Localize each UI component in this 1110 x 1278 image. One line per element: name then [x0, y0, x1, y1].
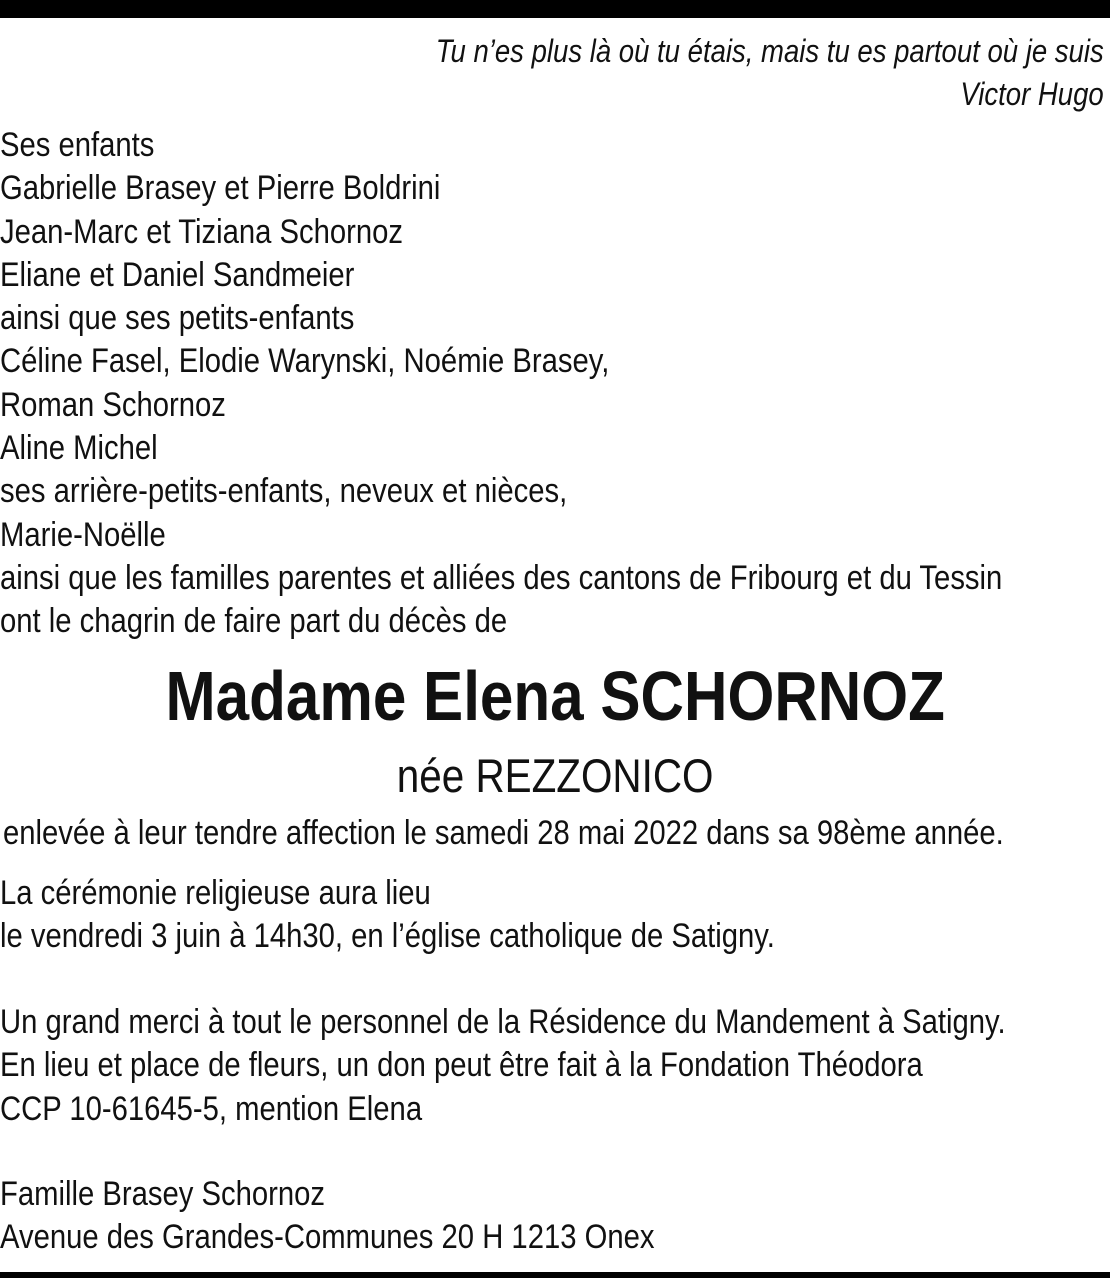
- family-line: Céline Fasel, Elodie Warynski, Noémie Brasey,: [0, 342, 610, 381]
- deceased-name: Madame Elena SCHORNOZ: [165, 657, 945, 735]
- epigraph-quote: [436, 30, 1104, 116]
- thanks-line: En lieu et place de fleurs, un don peut être fait à la Fondation Théodora: [0, 1046, 923, 1085]
- family-line: Eliane et Daniel Sandmeier: [0, 255, 355, 294]
- family-line: ainsi que les familles parentes et alliées des cantons de Fribourg et du Tessin: [0, 558, 1003, 597]
- family-line: Aline Michel: [0, 429, 158, 468]
- family-contact-address: [0, 1173, 655, 1260]
- family-line: ses arrière-petits-enfants, neveux et nièces,: [0, 472, 568, 511]
- death-notice-line: enlevée à leur tendre affection le samedi 28 mai 2022 dans sa 98ème année.: [3, 814, 1004, 852]
- family-line: ainsi que ses petits-enfants: [0, 299, 355, 338]
- thanks-line: Un grand merci à tout le personnel de la Résidence du Mandement à Satigny.: [0, 1003, 1006, 1041]
- family-line: Roman Schornoz: [0, 385, 226, 424]
- top-border-rule: [0, 0, 1110, 18]
- deceased-name-heading: [0, 650, 1110, 742]
- bottom-border-rule: [0, 1272, 1110, 1278]
- ceremony-line: le vendredi 3 juin à 14h30, en l’église catholique de Satigny.: [0, 917, 775, 956]
- thanks-info: [0, 1001, 1006, 1131]
- maiden-name: née REZZONICO: [396, 749, 714, 802]
- ceremony-info: [0, 872, 775, 959]
- quote-author: Victor Hugo: [960, 76, 1104, 112]
- family-line: Marie-Noëlle: [0, 515, 166, 554]
- contact-line: Avenue des Grandes-Communes 20 H 1213 Onex: [0, 1218, 655, 1257]
- family-line: Jean-Marc et Tiziana Schornoz: [0, 212, 404, 251]
- family-line: ont le chagrin de faire part du décès de: [0, 602, 508, 641]
- family-line: Ses enfants: [0, 126, 155, 164]
- family-line: Gabrielle Brasey et Pierre Boldrini: [0, 169, 441, 208]
- family-list: [0, 124, 1002, 644]
- thanks-line: CCP 10-61645-5, mention Elena: [0, 1089, 423, 1128]
- contact-line: Famille Brasey Schornoz: [0, 1175, 326, 1213]
- ceremony-line: La cérémonie religieuse aura lieu: [0, 874, 431, 912]
- maiden-name-heading: [0, 748, 1110, 804]
- quote-text: Tu n’es plus là où tu étais, mais tu es partout où je suis: [436, 33, 1104, 69]
